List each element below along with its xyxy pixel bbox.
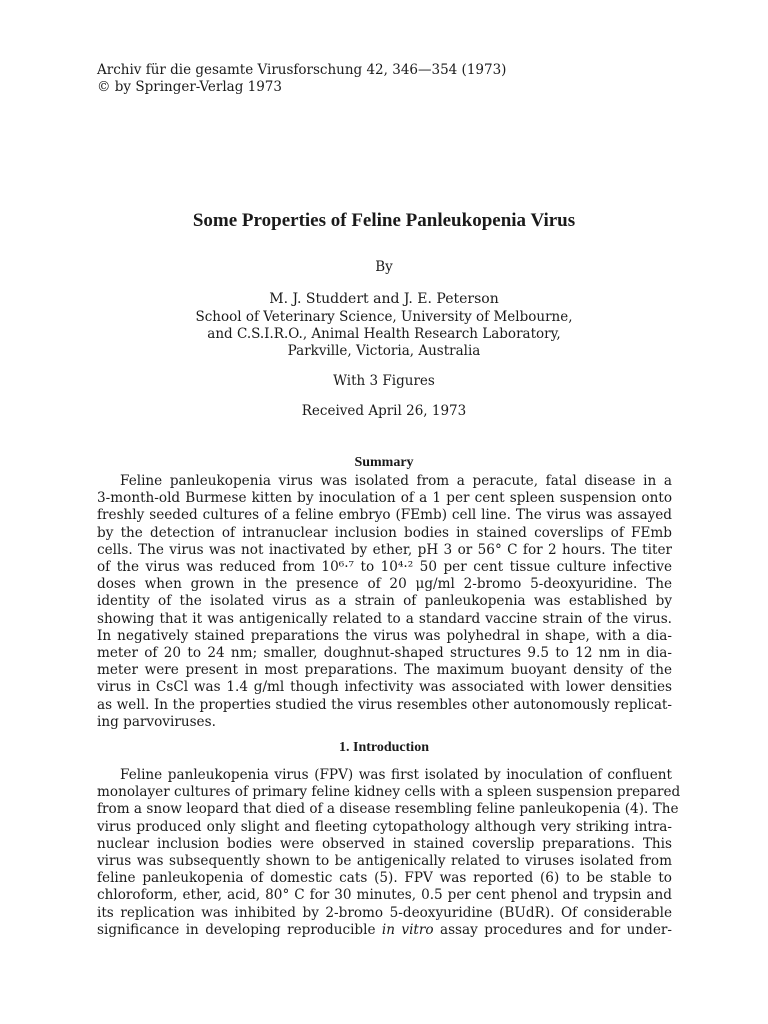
text-line: showing that it was antigenically related to a standard vaccine strain of the virus.	[97, 610, 672, 627]
text-line: from a snow leopard that died of a disease resembling feline panleukopenia (4). The	[97, 801, 679, 818]
text-line: identity of the isolated virus as a strain of panleukopenia was established by	[97, 593, 672, 610]
copyright-line: © by Springer-Verlag 1973	[97, 79, 282, 95]
text-line: meter of 20 to 24 nm; smaller, doughnut-shaped structures 9.5 to 12 nm in dia-	[97, 645, 672, 662]
text-line: by the detection of intranuclear inclusion bodies in stained coverslips of FEmb	[97, 524, 672, 541]
text-line: cells. The virus was not inactivated by ether, pH 3 or 56° C for 2 hours. The titer	[97, 541, 672, 558]
text-line: virus was subsequently shown to be antigenically related to viruses isolated from	[97, 853, 672, 870]
italic-term: in vitro	[381, 921, 434, 938]
by-line: By	[375, 259, 393, 275]
text-line: Feline panleukopenia virus was isolated from a peracute, fatal disease in a	[120, 473, 672, 489]
text-line: ing parvoviruses.	[97, 713, 216, 730]
text-line: In negatively stained preparations the virus was polyhedral in shape, with a dia-	[97, 627, 672, 644]
text-line: of the virus was reduced from 10⁶·⁷ to 10⁴·² 50 per cent tissue culture infective	[97, 559, 672, 576]
text-line: virus produced only slight and fleeting cytopathology although very striking intra-	[97, 818, 672, 835]
introduction-body	[97, 767, 681, 939]
authors: M. J. Studdert and J. E. Peterson	[269, 291, 499, 307]
journal-header	[97, 62, 506, 96]
text-line: its replication was inhibited by 2-bromo 5-deoxyuridine (BUdR). Of considerable	[97, 904, 672, 921]
affiliation	[0, 309, 768, 360]
text-line: nuclear inclusion bodies were observed in stained coverslip preparations. This	[97, 835, 672, 852]
summary-body	[97, 473, 672, 731]
text-line: 3-month-old Burmese kitten by inoculation of a 1 per cent spleen suspension onto	[97, 490, 672, 507]
text-line: virus in CsCl was 1.4 g/ml though infectivity was associated with lower densities	[97, 679, 672, 696]
text-line: freshly seeded cultures of a feline embryo (FEmb) cell line. The virus was assayed	[97, 507, 672, 524]
figures-note: With 3 Figures	[333, 373, 435, 389]
affiliation-line: School of Veterinary Science, University of Melbourne,	[195, 309, 573, 325]
journal-citation: Archiv für die gesamte Virusforschung 42, 346—354 (1973)	[97, 62, 507, 78]
affiliation-line: and C.S.I.R.O., Animal Health Research Laboratory,	[207, 326, 561, 342]
article-title: Some Properties of Feline Panleukopenia Virus	[192, 210, 576, 231]
text-line: feline panleukopenia of domestic cats (5). FPV was reported (6) to be stable to	[97, 870, 672, 887]
text-line: chloroform, ether, acid, 80° C for 30 minutes, 0.5 per cent phenol and trypsin and	[97, 887, 672, 904]
affiliation-line: Parkville, Victoria, Australia	[287, 343, 481, 359]
text-line: significance in developing reproducible in vitro assay procedures and for under-	[97, 921, 672, 938]
introduction-heading: 1. Introduction	[339, 740, 429, 755]
received-date: Received April 26, 1973	[301, 403, 467, 419]
text-line: as well. In the properties studied the virus resembles other autonomously replicat-	[97, 696, 672, 713]
summary-heading: Summary	[354, 455, 414, 470]
text-line: doses when grown in the presence of 20 μg/ml 2-bromo 5-deoxyuridine. The	[97, 576, 672, 593]
text-line: monolayer cultures of primary feline kidney cells with a spleen suspension prepared	[97, 784, 681, 801]
text-line: meter were present in most preparations. The maximum buoyant density of the	[97, 662, 672, 679]
text-line: Feline panleukopenia virus (FPV) was first isolated by inoculation of confluent	[120, 767, 672, 783]
